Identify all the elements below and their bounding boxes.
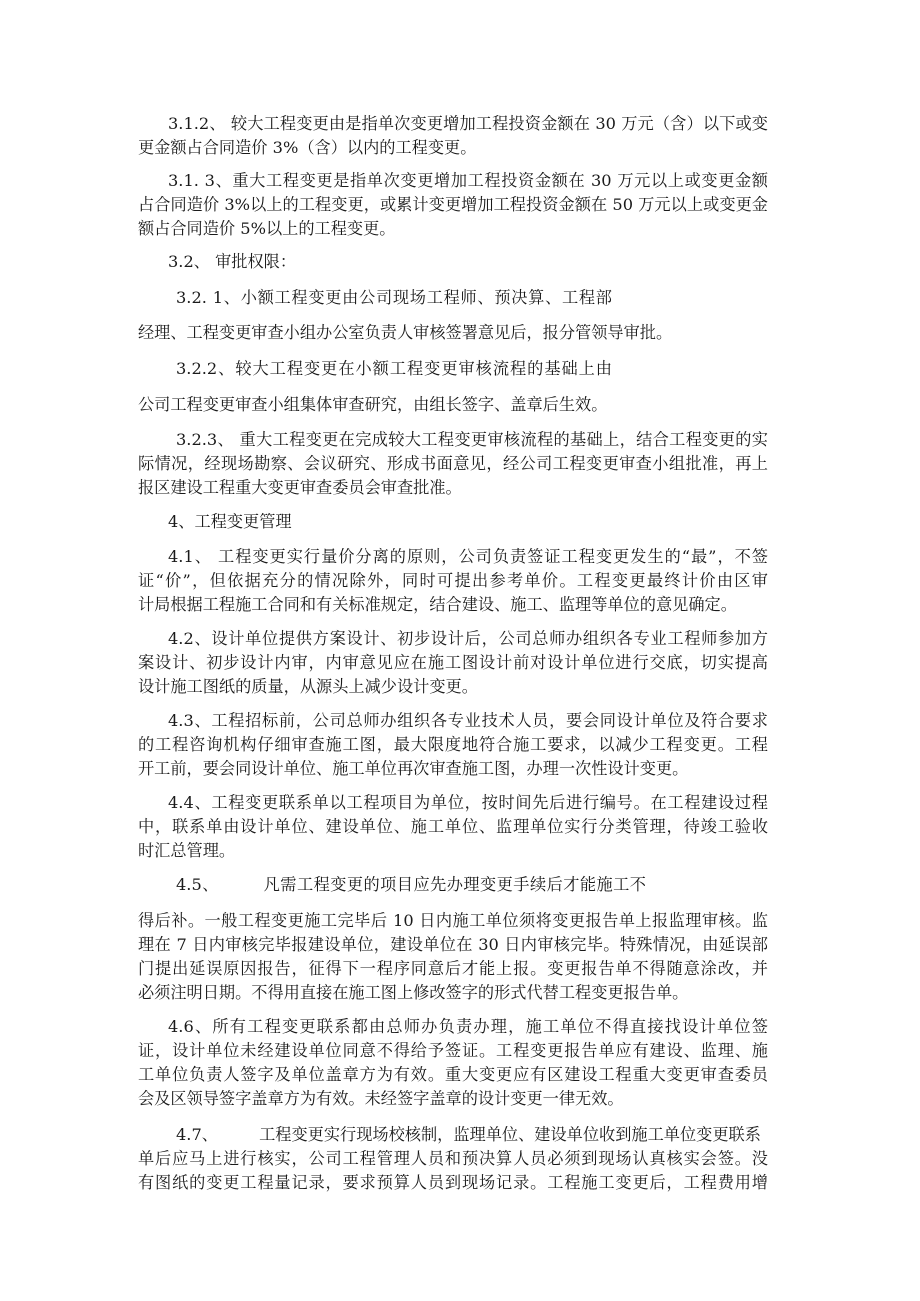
para-4-5-line-5: 必须注明日期。不得用直接在施工图上修改签字的形式代替工程变更报告单。 (138, 983, 689, 1002)
para-4-4-line-2: 中，联系单由设计单位、建设单位、施工单位、监理单位实行分类管理，待竣工验收 (138, 817, 768, 836)
para-3-1-2-line-2: 更金额占合同造价 3%（含）以内的工程变更。 (138, 138, 477, 157)
para-3-2-1-line-1: 3.2. 1、小额工程变更由公司现场工程师、预决算、工程部 (176, 288, 612, 307)
para-4-5-line-2: 得后补。一般工程变更施工完毕后 10 日内施工单位须将变更报告单上报监理审核。监 (138, 911, 768, 930)
para-3-2-2-line-2: 公司工程变更审查小组集体审查研究，由组长签字、盖章后生效。 (138, 395, 608, 414)
para-4-3-line-1: 4.3、工程招标前，公司总师办组织各专业技术人员，要会同设计单位及符合要求 (168, 711, 768, 730)
para-3-1-3-line-1: 3.1. 3、重大工程变更是指单次变更增加工程投资金额在 30 万元以上或变更金额 (168, 171, 768, 190)
para-3-2-heading: 3.2、 审批权限： (168, 252, 297, 271)
para-4-1-line-3: 计局根据工程施工合同和有关标准规定，结合建设、施工、监理等单位的意见确定。 (138, 595, 737, 614)
section-4-heading: 4、工程变更管理 (168, 512, 292, 531)
para-4-4-line-1: 4.4、工程变更联系单以工程项目为单位，按时间先后进行编号。在工程建设过程 (168, 793, 768, 812)
para-4-2-line-1: 4.2、设计单位提供方案设计、初步设计后，公司总师办组织各专业工程师参加方 (168, 629, 768, 648)
para-4-7-line-2: 单后应马上进行核实，公司工程管理人员和预决算人员必须到现场认真核实会签。没 (138, 1149, 768, 1168)
para-3-2-3-line-3: 报区建设工程重大变更审查委员会审查批准。 (138, 478, 462, 497)
para-4-5-line-1: 4.5、 凡需工程变更的项目应先办理变更手续后才能施工不 (176, 875, 646, 894)
para-4-5-line-4: 门提出延误原因报告，征得下一程序同意后才能上报。变更报告单不得随意涂改，并 (138, 959, 768, 978)
para-3-1-3-line-3: 额占合同造价 5%以上的工程变更。 (138, 219, 396, 238)
para-4-7-line-3: 有图纸的变更工程量记录，要求预算人员到现场记录。工程施工变更后，工程费用增 (138, 1173, 768, 1192)
para-4-6-line-3: 工单位负责人签字及单位盖章方为有效。重大变更应有区建设工程重大变更审查委员 (138, 1065, 768, 1084)
para-3-2-3-line-1: 3.2.3、 重大工程变更在完成较大工程变更审核流程的基础上，结合工程变更的实 (176, 430, 768, 449)
para-4-1-line-2: 证“价”，但依据充分的情况除外，同时可提出参考单价。工程变更最终计价由区审 (138, 571, 768, 590)
para-4-1-line-1: 4.1、 工程变更实行量价分离的原则，公司负责签证工程变更发生的“最”，不签 (168, 547, 768, 566)
para-4-4-line-3: 时汇总管理。 (138, 841, 236, 860)
para-4-3-line-2: 的工程咨询机构仔细审查施工图，最大限度地符合施工要求，以减少工程变更。工程 (138, 735, 768, 754)
para-4-5-line-3: 理在 7 日内审核完毕报建设单位，建设单位在 30 日内审核完毕。特殊情况，由延误部 (138, 935, 768, 954)
para-4-6-line-4: 会及区领导签字盖章方为有效。未经签字盖章的设计变更一律无效。 (138, 1089, 624, 1108)
para-4-2-line-2: 案设计、初步设计内审，内审意见应在施工图设计前对设计单位进行交底，切实提高 (138, 653, 768, 672)
para-3-2-1-line-2: 经理、工程变更审查小组办公室负责人审核签署意见后，报分管领导审批。 (138, 323, 673, 342)
para-4-2-line-3: 设计施工图纸的质量，从源头上减少设计变更。 (138, 677, 478, 696)
para-4-3-line-3: 开工前，要会同设计单位、施工单位再次审查施工图，办理一次性设计变更。 (138, 759, 689, 778)
para-4-7-line-1: 4.7、 工程变更实行现场校核制，监理单位、建设单位收到施工单位变更联系 (176, 1125, 761, 1144)
para-3-2-2-line-1: 3.2.2、较大工程变更在小额工程变更审核流程的基础上由 (176, 359, 612, 378)
para-3-1-3-line-2: 占合同造价 3%以上的工程变更，或累计变更增加工程投资金额在 50 万元以上或变更金 (138, 195, 768, 214)
para-3-1-2-line-1: 3.1.2、 较大工程变更由是指单次变更增加工程投资金额在 30 万元（含）以下或变 (168, 114, 768, 133)
para-3-2-3-line-2: 际情况，经现场勘察、会议研究、形成书面意见，经公司工程变更审查小组批准，再上 (138, 454, 768, 473)
para-4-6-line-1: 4.6、所有工程变更联系都由总师办负责办理，施工单位不得直接找设计单位签 (168, 1017, 768, 1036)
para-4-6-line-2: 证，设计单位未经建设单位同意不得给予签证。工程变更报告单应有建设、监理、施 (138, 1041, 768, 1060)
